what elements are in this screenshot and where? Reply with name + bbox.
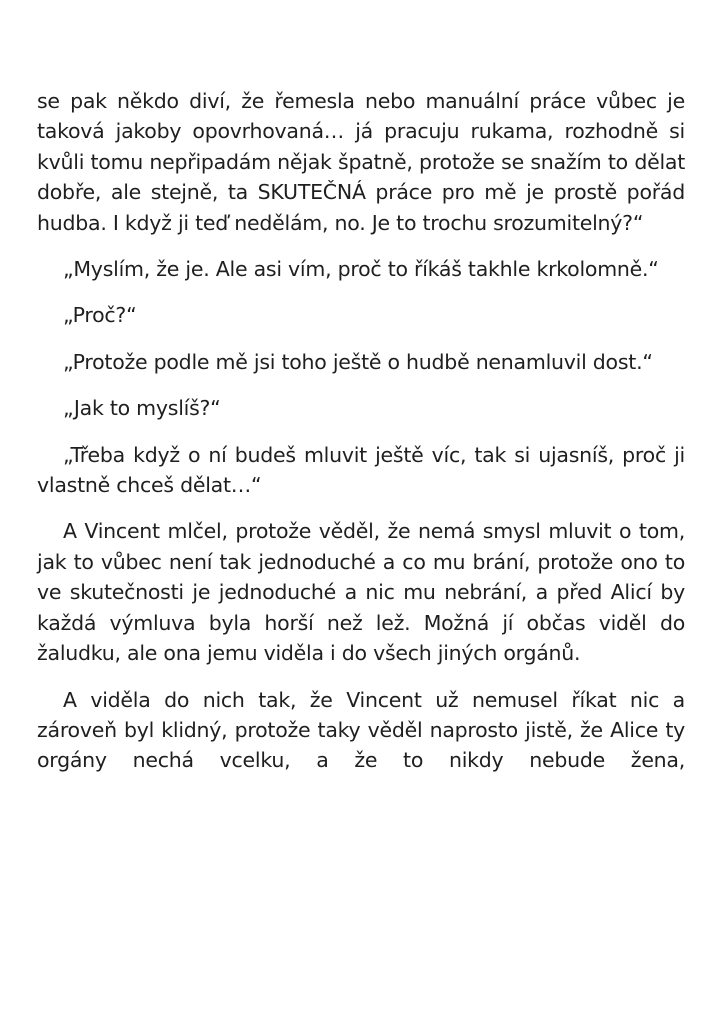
book-page: [37, 86, 685, 792]
paragraph: „Myslím, že je. Ale asi vím, proč to říkáš takhle krkolomně.“: [63, 257, 659, 282]
paragraph: „Jak to myslíš?“: [63, 396, 221, 421]
paragraph: „Protože podle mě jsi toho ještě o hudbě nenamluvil dost.“: [63, 349, 653, 374]
paragraph: A Vincent mlčel, protože věděl, že nemá smysl mluvit o tom, jak to vůbec není tak jednoduché a co mu brání, protože ono to ve skutečnosti je jednoduché a nic mu nebrání, a před Alicí by každá výmluva byla horší než lež. Možná jí občas viděl do žaludku, ale ona jemu viděla i do všech jiných orgánů.: [37, 519, 685, 666]
paragraph: „Proč?“: [63, 303, 137, 328]
paragraph: A viděla do nich tak, že Vincent už nemusel říkat nic a zároveň byl klidný, protože taky věděl naprosto jistě, že Alice ty orgány nechá vcelku, a že to nikdy nebude žena,: [37, 687, 685, 773]
paragraph: se pak někdo diví, že řemesla nebo manuální práce vůbec je taková jakoby opovrhovaná… já pracuju rukama, rozhodně si kvůli tomu nepřipadám nějak špatně, protože se snažím to dělat dobře, ale stejně, ta SKUTEČNÁ práce pro mě je prostě pořád hudba. I když ji teď nedělám, no. Je to trochu srozumitelný?“: [37, 89, 685, 235]
paragraph: „Třeba když o ní budeš mluvit ještě víc, tak si ujasníš, proč ji vlastně chceš dělat…“: [37, 442, 685, 498]
